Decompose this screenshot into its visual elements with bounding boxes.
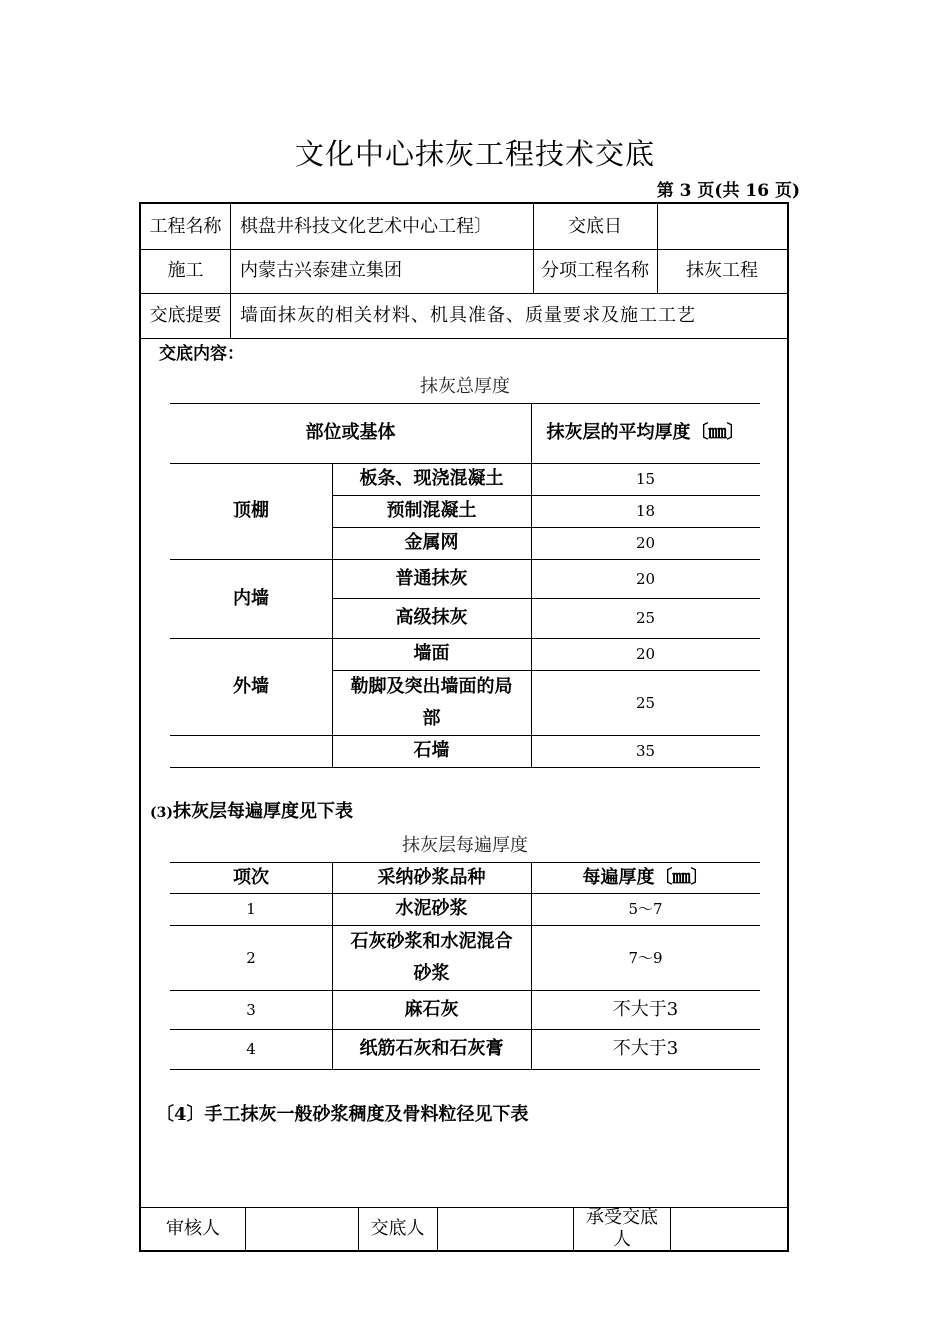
- document-title: 文化中心抹灰工程技术交底: [294, 137, 655, 171]
- construction-label: 施工: [167, 260, 204, 281]
- receiver-signature: [671, 1207, 787, 1250]
- project-name-label: 工程名称: [149, 215, 222, 237]
- table1-row-value: 25: [635, 693, 656, 712]
- table1-header-part: 部位或基体: [305, 422, 396, 443]
- table1-row-base: 普通抹灰: [395, 567, 468, 589]
- table1-row-value: 25: [635, 609, 656, 627]
- disclosure-date-value: [657, 204, 787, 249]
- summary-label: 交底提要: [149, 304, 222, 326]
- table2-row-mortar: 水泥砂浆: [395, 898, 468, 919]
- table1-header-thickness: 抹灰层的平均厚度〔㎜〕: [546, 422, 745, 443]
- table2-header-thickness: 每遍厚度〔㎜〕: [582, 866, 709, 888]
- table1-row-base: 勒脚及突出墙面的局部: [350, 675, 513, 729]
- table1-row-value: 18: [635, 502, 656, 520]
- reviewer-label: 审核人: [166, 1217, 220, 1239]
- table2-row-no: 3: [246, 1000, 256, 1019]
- table1-row-base: 预制混凝土: [386, 500, 477, 521]
- subproject-label: 分项工程名称: [541, 260, 649, 281]
- table1-row-base: 板条、现浇混凝土: [359, 468, 504, 489]
- receiver-label: 承受交底人: [586, 1206, 658, 1250]
- reviewer-signature: [246, 1207, 358, 1250]
- disclosure-date-label: 交底日: [568, 215, 622, 237]
- table1-group-interior-wall: 内墙: [233, 587, 269, 609]
- table2-row-no: 4: [246, 1040, 256, 1058]
- content-label: 交底内容：: [159, 344, 244, 364]
- subproject-value: 抹灰工程: [686, 260, 758, 281]
- table2-row-no: 1: [246, 900, 256, 918]
- section3-heading: [150, 797, 353, 823]
- table2-header-mortar: 采纳砂浆品种: [377, 866, 486, 888]
- table1-group-unnamed: [170, 735, 332, 767]
- table1-row-value: 15: [635, 470, 656, 488]
- table2-row-mortar: 麻石灰: [404, 998, 459, 1020]
- table1-caption: 抹灰总厚度: [420, 376, 510, 397]
- table1-group-exterior-wall: 外墙: [233, 675, 269, 697]
- table1-row-base: 墙面: [413, 643, 450, 664]
- section3-number: (3): [150, 805, 173, 821]
- section3-text: 抹灰层每遍厚度见下表: [173, 801, 353, 822]
- table2-caption: 抹灰层每遍厚度: [402, 835, 528, 856]
- discloser-label: 交底人: [370, 1217, 425, 1239]
- table1-row-base: 石墙: [413, 740, 450, 761]
- summary-value: 墙面抹灰的相关材料、机具准备、质量要求及施工工艺: [240, 304, 696, 326]
- table2-row-mortar: 石灰砂浆和水泥混合砂浆: [350, 930, 513, 984]
- table2-row-thickness: 5～7: [628, 900, 663, 918]
- project-name-value: 棋盘井科技文化艺术中心工程〕: [240, 215, 492, 237]
- table1-group-ceiling: 顶棚: [233, 500, 269, 521]
- table2-row-thickness: 7～9: [628, 948, 663, 967]
- table1-row-base: 金属网: [404, 532, 459, 553]
- table2-header-no: 项次: [233, 866, 269, 888]
- table2-row-thickness: 不大于3: [612, 998, 679, 1020]
- total-thickness-table: [170, 403, 760, 767]
- coat-thickness-table: [170, 862, 760, 1070]
- table1-row-value: 20: [635, 534, 656, 552]
- table2-row-thickness: 不大于3: [612, 1038, 679, 1059]
- table1-row-value: 20: [635, 569, 656, 588]
- section4-heading: 〔4〕手工抹灰一般砂浆稠度及骨料粒径见下表: [156, 1104, 529, 1125]
- table1-row-value: 35: [635, 742, 656, 760]
- table1-row-base: 高级抹灰: [395, 607, 468, 628]
- construction-value: 内蒙古兴泰建立集团: [240, 260, 402, 281]
- table2-row-mortar: 纸筋石灰和石灰膏: [359, 1038, 504, 1059]
- discloser-signature: [438, 1207, 573, 1250]
- page-number: 第 3 页(共 16 页): [656, 181, 800, 201]
- table2-row-no: 2: [246, 948, 256, 967]
- table1-row-value: 20: [635, 645, 656, 663]
